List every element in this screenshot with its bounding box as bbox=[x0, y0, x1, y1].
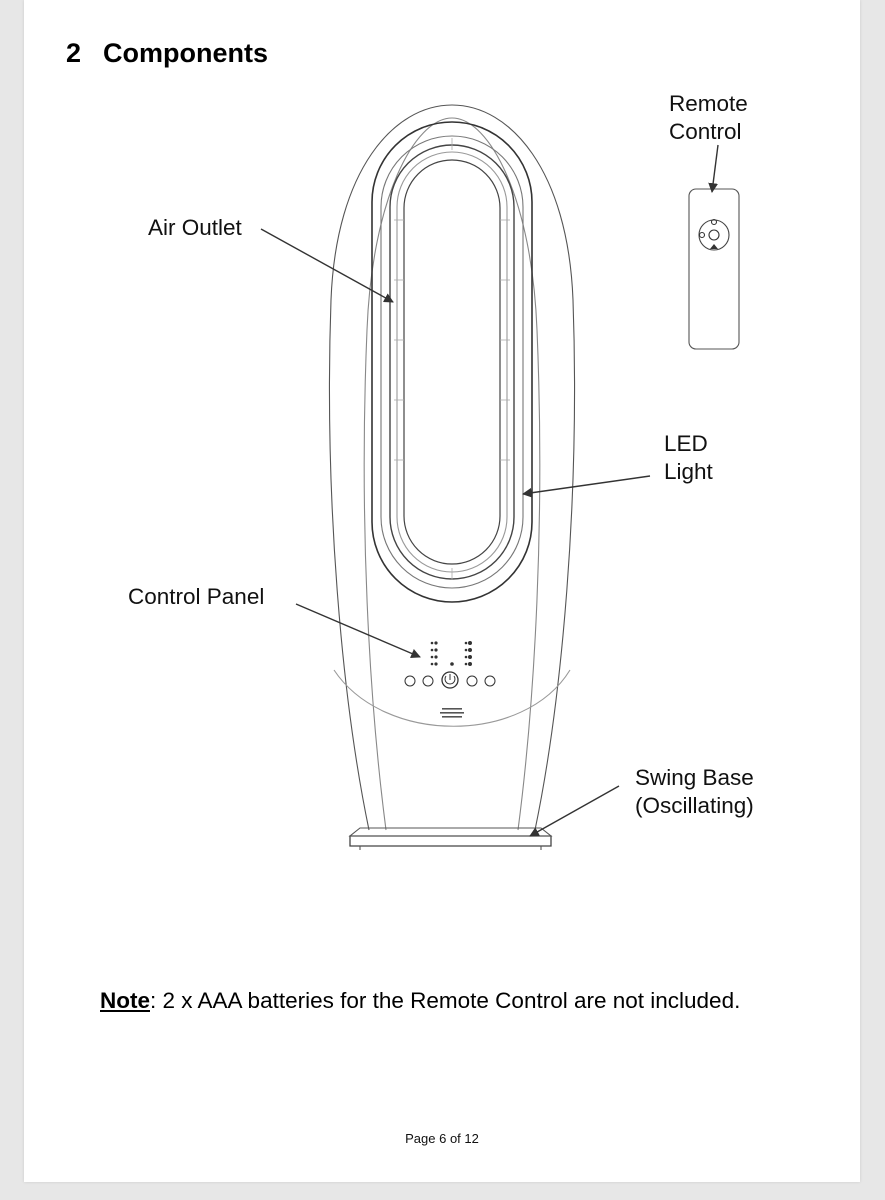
tower-fan bbox=[329, 105, 574, 850]
section-number: 2 bbox=[66, 38, 82, 68]
remote-control-label bbox=[669, 90, 748, 146]
led-light-label-line-1: LED bbox=[664, 431, 708, 456]
led-light-label bbox=[664, 430, 713, 486]
swing-base-label bbox=[635, 764, 754, 820]
remote-power-icon bbox=[709, 230, 719, 240]
battery-note bbox=[100, 988, 740, 1014]
remote-control-leader bbox=[712, 145, 718, 192]
remote-body bbox=[689, 189, 739, 349]
led-light-leader bbox=[523, 476, 650, 494]
fan-outlet-frame bbox=[372, 122, 532, 602]
timer-button-icon bbox=[423, 676, 433, 686]
control-panel-label: Control Panel bbox=[128, 584, 265, 609]
section-title: Components bbox=[103, 38, 269, 68]
air-outlet-label: Air Outlet bbox=[148, 215, 242, 240]
fan-outer-body bbox=[329, 105, 574, 830]
control-panel bbox=[405, 641, 495, 718]
swing-base-label-line-1: Swing Base bbox=[635, 765, 754, 790]
led-light-label-line-2: Light bbox=[664, 459, 713, 484]
swing-button-icon bbox=[485, 676, 495, 686]
remote-control bbox=[689, 189, 739, 349]
swing-base-label-line-2: (Oscillating) bbox=[635, 793, 754, 818]
fan-base bbox=[350, 836, 551, 846]
remote-control-label-line-2: Control bbox=[669, 119, 742, 144]
light-button-icon bbox=[405, 676, 415, 686]
page-number: Page 6 of 12 bbox=[405, 1131, 479, 1146]
remote-control-label-line-1: Remote bbox=[669, 91, 748, 116]
speed-button-icon bbox=[467, 676, 477, 686]
note-key: Note bbox=[100, 988, 150, 1013]
note-text: : 2 x AAA batteries for the Remote Control are not included. bbox=[150, 988, 741, 1013]
control-panel-leader bbox=[296, 604, 420, 657]
fan-lower-seam bbox=[334, 670, 570, 726]
panel-vents bbox=[440, 708, 464, 718]
swing-base-leader bbox=[530, 786, 619, 836]
manual-page bbox=[24, 0, 860, 1182]
air-outlet-grille bbox=[390, 145, 514, 579]
